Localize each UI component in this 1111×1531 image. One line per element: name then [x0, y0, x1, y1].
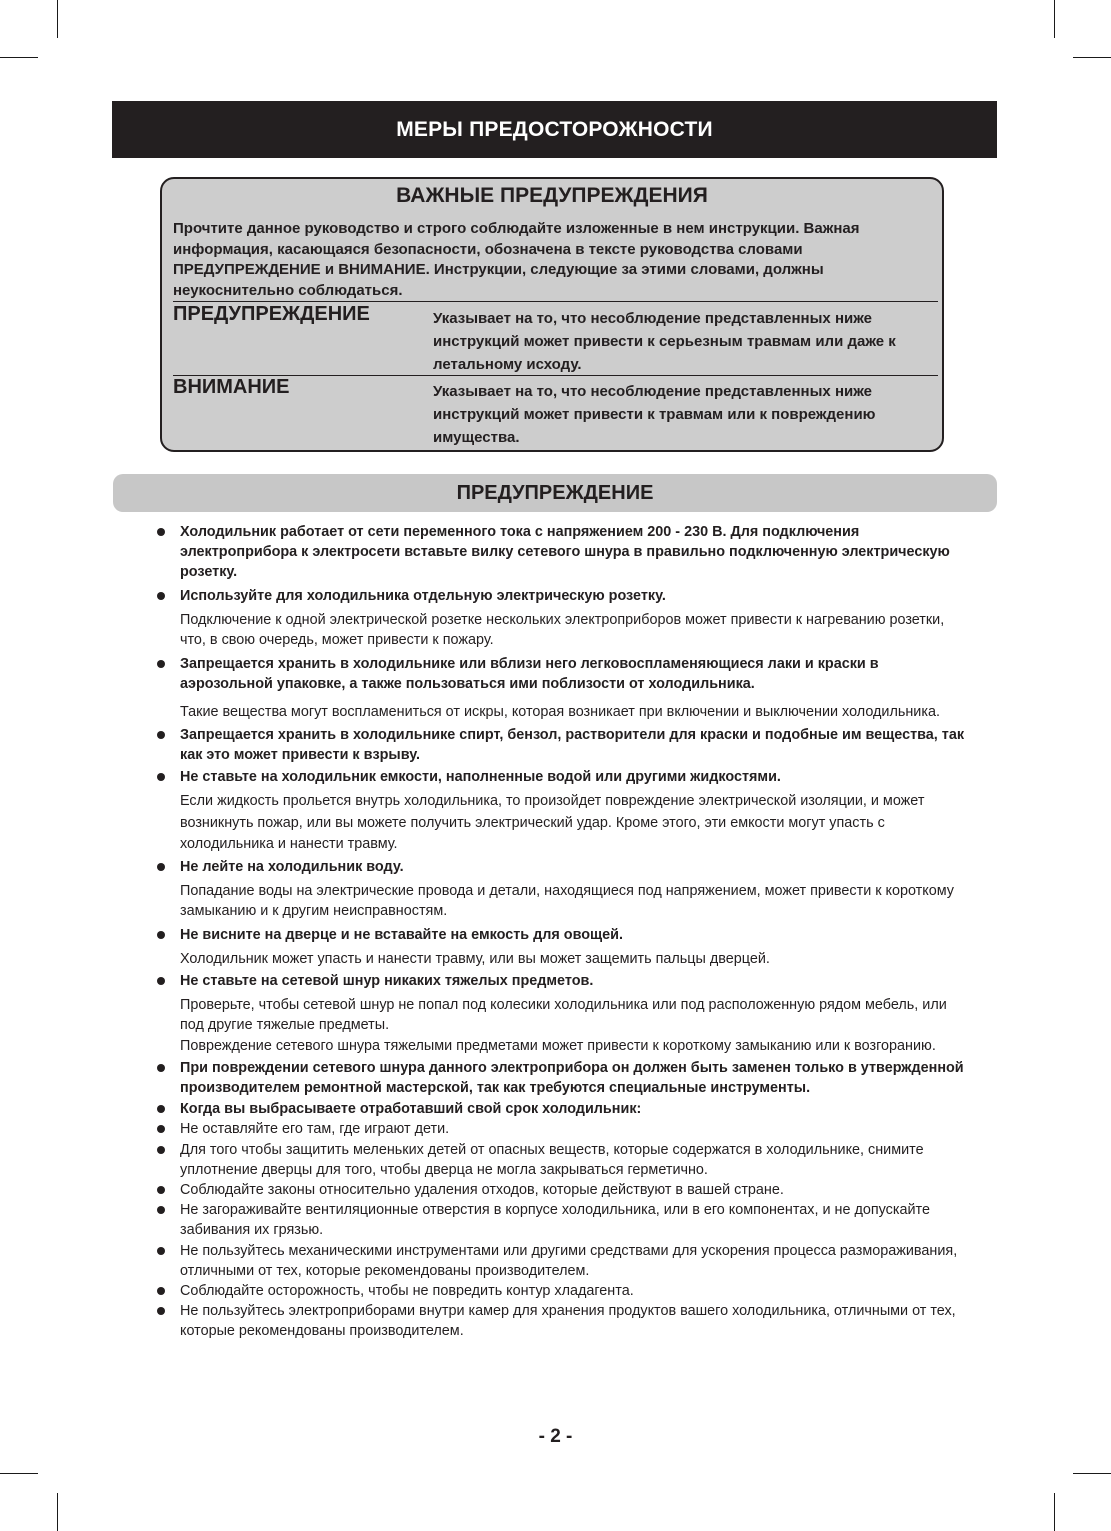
important-warnings-box [160, 177, 944, 452]
bullet-icon [157, 528, 165, 536]
bullet-icon [157, 1206, 165, 1214]
item-text: Не оставляйте его там, где играют дети. [180, 1121, 450, 1138]
list-item [180, 1180, 970, 1200]
list-item [180, 857, 970, 922]
list-item [180, 1058, 970, 1098]
list-item [180, 1281, 970, 1301]
item-heading: Когда вы выбрасываете отработавший свой срок холодильник: [180, 1101, 642, 1118]
bullet-icon [157, 731, 165, 739]
item-heading: Запрещается хранить в холодильнике спирт, бензол, растворители для краски и подобные им вещества, так как это может привести к взрыву. [180, 726, 965, 764]
bullet-icon [157, 1186, 165, 1194]
bullet-icon [157, 1287, 165, 1295]
crop-mark [57, 0, 58, 38]
item-heading: Не лейте на холодильник воду. [180, 858, 404, 875]
term-label: ВНИМАНИЕ [173, 376, 290, 398]
term-label: ПРЕДУПРЕЖДЕНИЕ [173, 303, 370, 325]
crop-mark [1073, 57, 1111, 58]
list-item [180, 1241, 970, 1281]
item-heading: Не висните на дверце и не вставайте на емкость для овощей. [180, 926, 624, 943]
item-text: Соблюдайте осторожность, чтобы не повредить контур хладагента. [180, 1283, 634, 1299]
bullet-icon [157, 1064, 165, 1072]
bullet-icon [157, 592, 165, 600]
item-text: Повреждение сетевого шнура тяжелыми предметами может привести к короткому замыканию или к возгоранию. [180, 1037, 936, 1054]
list-item [180, 586, 970, 651]
crop-mark [0, 57, 38, 58]
item-heading: Холодильник работает от сети переменного тока с напряжением 200 - 230 В. Для подключения электроприбора к электросети вставьте вилку сетевого шнура в правильно подключенную электрическую розетку. [180, 524, 950, 581]
bullet-icon [157, 1247, 165, 1255]
warning-list [180, 522, 970, 1342]
item-text: Соблюдайте законы относительно удаления отходов, которые действуют в вашей стране. [180, 1181, 784, 1198]
term-description: Указывает на то, что несоблюдение представленных ниже инструкций может привести к серьезным травмам или даже к летальному исходу. [433, 310, 896, 373]
item-heading: При повреждении сетевого шнура данного электроприбора он должен быть заменен только в утвержденной производителем ремонтной мастерской, так как требуются специальные инструменты. [180, 1059, 964, 1096]
list-item [180, 1099, 970, 1119]
page-number: - 2 - [538, 1426, 573, 1447]
bullet-icon [157, 1307, 165, 1315]
item-text: Проверьте, чтобы сетевой шнур не попал под колесики холодильника или под расположенную рядом мебель, или под другие тяжелые предметы. [180, 997, 947, 1034]
list-item [180, 1301, 970, 1341]
item-text: Не пользуйтесь электроприборами внутри камер для хранения продуктов вашего холодильника, отличными от тех, которые рекомендованы производителем. [180, 1303, 956, 1340]
important-intro-text: Прочтите данное руководство и строго соблюдайте изложенные в нем инструкции. Важная информация, касающаяся безопасности, обозначена в тексте руководства словами ПРЕДУПРЕЖДЕНИЕ и ВНИМАНИЕ. Инструкции, следующие за этими словами, должны неукоснительно соблюдаться. [173, 220, 860, 299]
list-item [180, 1140, 970, 1180]
term-description: Указывает на то, что несоблюдение представленных ниже инструкций может привести к травмам или к повреждению имущества. [433, 383, 876, 446]
item-text: Не загораживайте вентиляционные отверстия в корпусе холодильника, или в его компонентах, и не допускайте забивания их грязью. [180, 1202, 930, 1239]
list-item [180, 522, 970, 583]
item-text: Такие вещества могут воспламениться от искры, которая возникает при включении и выключении холодильника. [180, 703, 940, 720]
crop-mark [1073, 1473, 1111, 1474]
item-text: Попадание воды на электрические провода и детали, находящиеся под напряжением, может привести к короткому замыканию и к другим неисправностям. [180, 883, 954, 920]
item-text: Если жидкость прольется внутрь холодильника, то произойдет повреждение электрической изоляции, и может возникнуть пожар, или вы можете получить электрический удар. Кроме этого, эти емкости могут упасть с холодильника и нанести травму. [180, 793, 925, 853]
crop-mark [1054, 1493, 1055, 1531]
list-item [180, 925, 970, 969]
item-heading: Не ставьте на холодильник емкости, наполненные водой или другими жидкостями. [180, 769, 781, 786]
page-title: МЕРЫ ПРЕДОСТОРОЖНОСТИ [112, 101, 997, 158]
list-item [180, 725, 970, 765]
bullet-icon [157, 1146, 165, 1154]
divider [173, 301, 938, 302]
item-heading: Запрещается хранить в холодильнике или вблизи него легковоспламеняющиеся лаки и краски в аэрозольной упаковке, а также пользоваться ими поблизости от холодильника. [180, 656, 879, 693]
bullet-icon [157, 773, 165, 781]
bullet-icon [157, 931, 165, 939]
bullet-icon [157, 863, 165, 871]
list-item [180, 767, 970, 856]
item-text: Холодильник может упасть и нанести травму, или вы может защемить пальцы дверцей. [180, 950, 770, 967]
crop-mark [0, 1473, 38, 1474]
bullet-icon [157, 660, 165, 668]
item-text: Для того чтобы защитить меленьких детей от опасных веществ, которые содержатся в холодильнике, снимите уплотнение дверцы для того, чтобы дверца не могла закрываться герметично. [180, 1141, 924, 1178]
item-text: Не пользуйтесь механическими инструментами или другими средствами для ускорения процесса размораживания, отличными от тех, которые рекомендованы производителем. [180, 1242, 958, 1279]
item-heading: Используйте для холодильника отдельную электрическую розетку. [180, 587, 666, 604]
warning-section-title: ПРЕДУПРЕЖДЕНИЕ [113, 474, 997, 512]
bullet-icon [157, 1105, 165, 1113]
important-warnings-title: ВАЖНЫЕ ПРЕДУПРЕЖДЕНИЯ [396, 184, 708, 207]
bullet-icon [157, 1125, 165, 1133]
crop-mark [1054, 0, 1055, 38]
list-item [180, 1119, 970, 1139]
item-heading: Не ставьте на сетевой шнур никаких тяжелых предметов. [180, 972, 594, 989]
list-item [180, 654, 970, 722]
bullet-icon [157, 977, 165, 985]
list-item [180, 971, 970, 1056]
crop-mark [57, 1493, 58, 1531]
item-text: Подключение к одной электрической розетке нескольких электроприборов может привести к нагреванию розетки, что, в свою очередь, может привести к пожару. [180, 611, 945, 649]
list-item [180, 1200, 970, 1240]
